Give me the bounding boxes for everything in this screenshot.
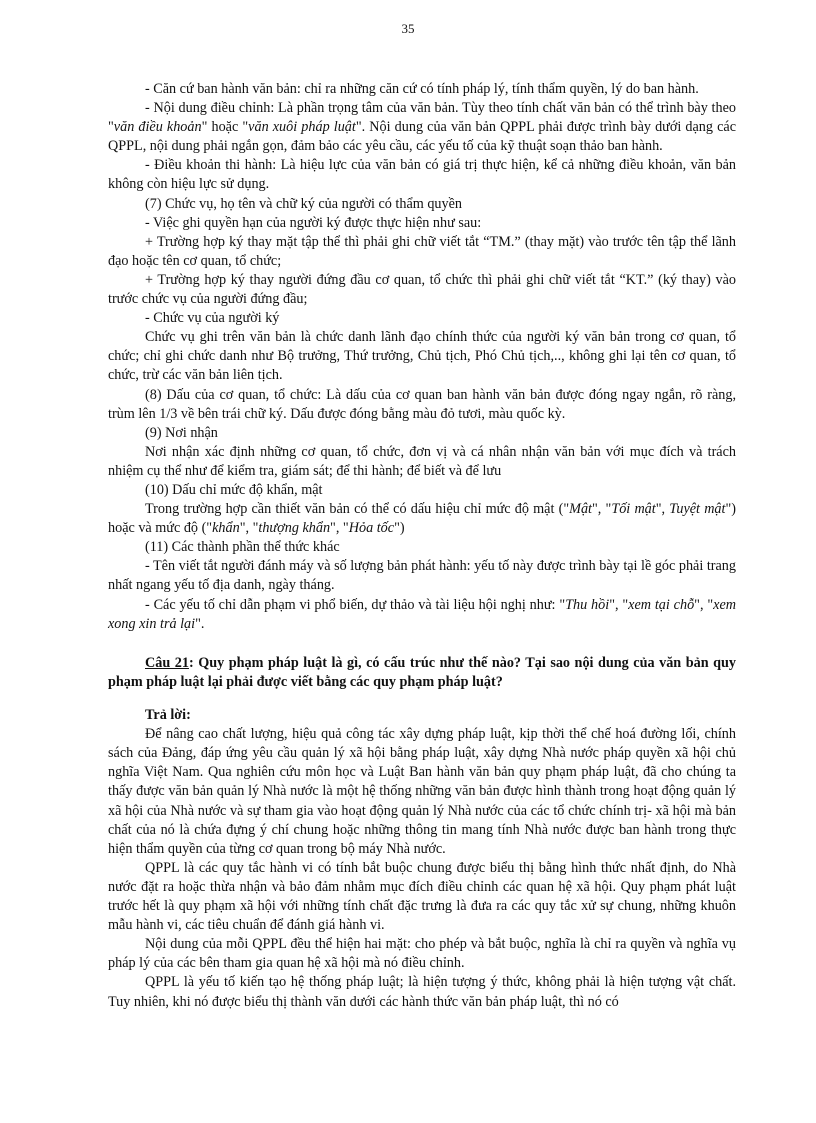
paragraph-distribution-marks: - Các yếu tố chỉ dẫn phạm vi phổ biến, dự thảo và tài liệu hội nghị như: "Thu hồi", "xem tại chỗ", "xem xong xin trả lại". (108, 596, 736, 632)
paragraph-item-7: (7) Chức vụ, họ tên và chữ ký của người có thẩm quyền (145, 195, 463, 212)
paragraph-item-10: (10) Dấu chỉ mức độ khẩn, mật (145, 481, 323, 498)
answer-paragraph: QPPL là yếu tố kiến tạo hệ thống pháp luật; là hiện tượng ý thức, không phải là hiện tượng vật chất. Tuy nhiên, khi nó được biểu thị thành văn dưới các hành thức văn bản pháp luật, thì nó có (108, 974, 736, 1010)
paragraph-signer-title: - Chức vụ của người ký (145, 310, 280, 327)
page-content (108, 80, 736, 1012)
page-number: 35 (401, 21, 415, 36)
paragraph-recipients: Nơi nhận xác định những cơ quan, tổ chức, đơn vị và cá nhân nhận văn bản với mục đích và trách nhiệm cụ thể như để kiểm tra, giám sát; để thi hành; để biết và để lưu (108, 443, 736, 479)
paragraph-legal-basis: - Căn cứ ban hành văn bản: chỉ ra những căn cứ có tính pháp lý, tính thẩm quyền, lý do ban hành. (145, 81, 699, 97)
answer-paragraph: QPPL là các quy tắc hành vi có tính bắt buộc chung được biểu thị bằng hình thức nhất định, do Nhà nước đặt ra hoặc thừa nhận và bảo đảm nhằm mục đích điều chỉnh các quan hệ xã hội. Quy phạm phát luật trước hết là quy phạm xã hội với những tính chất đặc trưng là đưa ra các quy tắc xử sự chung, những khuôn mẫu hành vi, các tiêu chuẩn để đánh giá hành vi. (108, 859, 736, 934)
paragraph-signing-authority: - Việc ghi quyền hạn của người ký được thực hiện như sau: (145, 214, 482, 231)
answer-label: Trả lời: (145, 707, 191, 724)
paragraph-item-11: (11) Các thành phần thể thức khác (145, 539, 340, 556)
paragraph-item-9: (9) Nơi nhận (145, 424, 218, 441)
paragraph-content-scope: - Nội dung điều chỉnh: Là phần trọng tâm của văn bản. Tùy theo tính chất văn bản có thể trình bày theo "văn điều khoản" hoặc "văn xuôi pháp luật". Nội dung của văn bản QPPL phải được trình bày dưới dạng các QPPL, nội dung phải ngắn gọn, đảm bảo các yêu cầu, các yếu tố của kỹ thuật soạn thảo ban hành. (108, 100, 736, 155)
paragraph-enforcement: - Điều khoản thi hành: Là hiệu lực của văn bản có giá trị thực hiện, kể cả những điều khoản, văn bản không còn hiệu lực sử dụng. (108, 157, 736, 193)
paragraph-tm: + Trường hợp ký thay mặt tập thể thì phải ghi chữ viết tắt “TM.” (thay mặt) vào trước tên tập thể lãnh đạo hoặc tên cơ quan, tổ chức; (108, 233, 736, 269)
paragraph-signer-title-detail: Chức vụ ghi trên văn bản là chức danh lãnh đạo chính thức của người ký văn bản trong cơ quan, tổ chức; chỉ ghi chức danh như Bộ trưởng, Thứ trưởng, Chủ tịch, Phó Chủ tịch,.., không ghi lại tên cơ quan, tổ chức, trừ các văn bản liên tịch. (108, 329, 736, 384)
question-text: : Quy phạm pháp luật là gì, có cấu trúc như thế nào? Tại sao nội dung của văn bản quy phạm pháp luật lại phải được viết bằng các quy phạm pháp luật? (108, 654, 736, 690)
paragraph-typist-initials: - Tên viết tắt người đánh máy và số lượng bản phát hành: yếu tố này được trình bày tại lề góc phải trang nhất ngang yếu tố địa danh, ngày tháng. (108, 558, 736, 594)
question-heading (108, 654, 736, 692)
question-label: Câu 21 (145, 654, 189, 671)
paragraph-urgency-marks: Trong trường hợp cần thiết văn bản có thể có dấu hiệu chỉ mức độ mật ("Mật", "Tối mật", Tuyệt mật") hoặc và mức độ ("khẩn", "thượng khẩn", "Hỏa tốc") (108, 501, 737, 537)
paragraph-item-8-seal: (8) Dấu của cơ quan, tổ chức: Là dấu của cơ quan ban hành văn bản được đóng ngay ngắn, rõ ràng, trùm lên 1/3 về bên trái chữ ký. Dấu được đóng bằng màu đỏ tươi, màu quốc kỳ. (108, 386, 736, 422)
answer-paragraph: Nội dung của mỗi QPPL đều thể hiện hai mặt: cho phép và bắt buộc, nghĩa là chỉ ra quyền và nghĩa vụ pháp lý của các bên tham gia quan hệ xã hội mà nó điều chỉnh. (108, 936, 736, 972)
paragraph-kt: + Trường hợp ký thay người đứng đầu cơ quan, tổ chức thì phải ghi chữ viết tắt “KT.” (ký thay) vào trước chức vụ của người đứng đầu; (108, 271, 736, 308)
answer-paragraph: Để nâng cao chất lượng, hiệu quả công tác xây dựng pháp luật, kịp thời thể chế hoá đường lối, chính sách của Đảng, đáp ứng yêu cầu quản lý xã hội bằng pháp luật, xây dựng Nhà nước pháp quyền xã hội chủ nghĩa Việt Nam. Qua nghiên cứu môn học và Luật Ban hành văn bản quy phạm pháp luật, đã cho chúng ta thấy được văn bản quản lý Nhà nước là một hệ thống những văn bản được hình thành trong hoạt động quản lý xã hội của Nhà nước và sự tham gia vào hoạt động quản lý Nhà nước của các tổ chức chính trị- xã hội mà bản chất của nó là chứa đựng ý chí chung hoặc những thông tin mang tính Nhà nước được ban hành trong thực hiện thẩm quyền của từng cơ quan trong bộ máy Nhà nước. (108, 726, 736, 857)
